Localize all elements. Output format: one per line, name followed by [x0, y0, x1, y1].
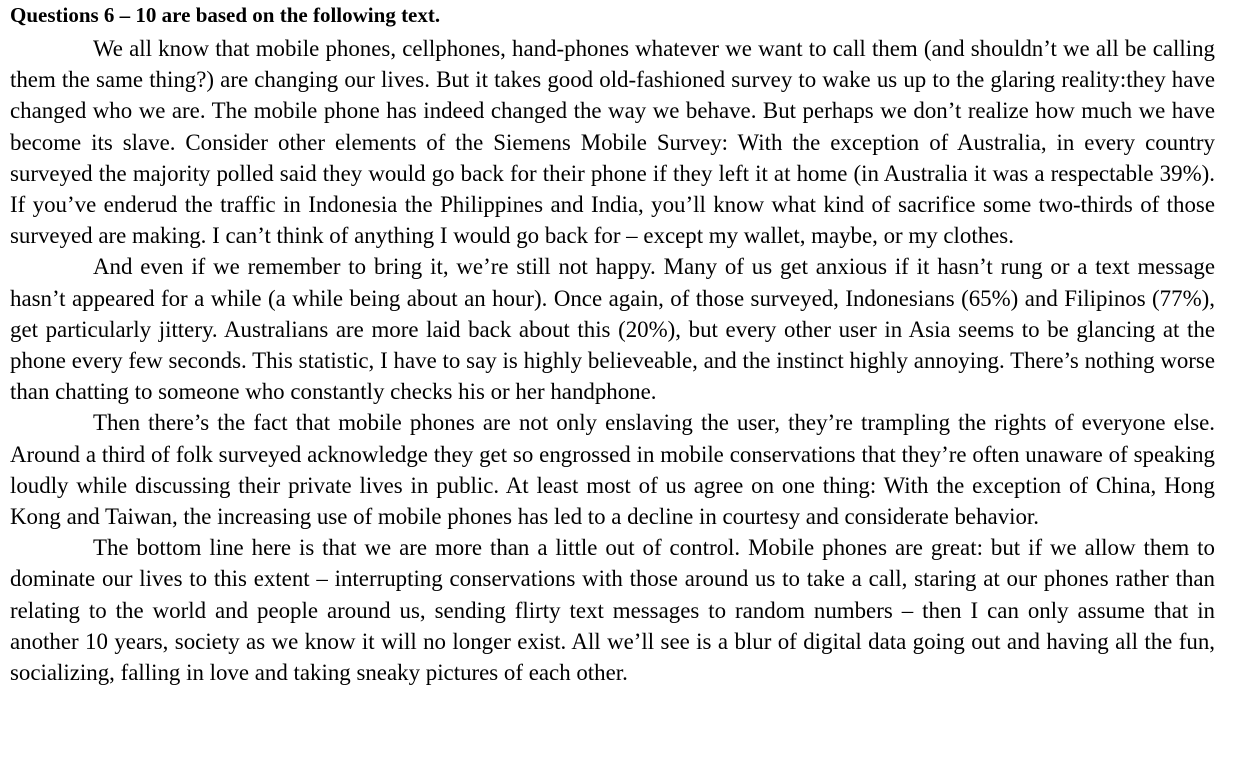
reading-passage — [10, 33, 1215, 688]
passage-paragraph-1: We all know that mobile phones, cellphones, hand-phones whatever we want to call them (and shouldn’t we all be calling them the same thing?) are changing our lives. But it takes good old-fashioned survey to wake us up to the glaring reality:they have changed who we are. The mobile phone has indeed changed the way we behave. But perhaps we don’t realize how much we have become its slave. Consider other elements of the Siemens Mobile Survey: With the exception of Australia, in every country surveyed the majority polled said they would go back for their phone if they left it at home (in Australia it was a respectable 39%). If you’ve enderud the traffic in Indonesia the Philippines and India, you’ll know what kind of sacrifice some two-thirds of those surveyed are making. I can’t think of anything I would go back for – except my wallet, maybe, or my clothes. — [10, 36, 1215, 249]
passage-paragraph-3: Then there’s the fact that mobile phones are not only enslaving the user, they’re trampling the rights of everyone else. Around a third of folk surveyed acknowledge they get so engrossed in mobile conservations that they’re often unaware of speaking loudly while discussing their private lives in public. At least most of us agree on one thing: With the exception of China, Hong Kong and Taiwan, the increasing use of mobile phones has led to a decline in courtesy and considerate behavior. — [10, 410, 1215, 530]
passage-paragraph-2: And even if we remember to bring it, we’re still not happy. Many of us get anxious if it hasn’t rung or a text message hasn’t appeared for a while (a while being about an hour). Once again, of those surveyed, Indonesians (65%) and Filipinos (77%), get particularly jittery. Australians are more laid back about this (20%), but every other user in Asia seems to be glancing at the phone every few seconds. This statistic, I have to say is highly believeable, and the instinct highly annoying. There’s nothing worse than chatting to someone who constantly checks his or her handphone. — [10, 254, 1215, 405]
passage-paragraph-4: The bottom line here is that we are more than a little out of control. Mobile phones are great: but if we allow them to dominate our lives to this extent – interrupting conservations with those around us to take a call, staring at our phones rather than relating to the world and people around us, sending flirty text messages to random numbers – then I can only assume that in another 10 years, society as we know it will no longer exist. All we’ll see is a blur of digital data going out and having all the fun, socializing, falling in love and taking sneaky pictures of each other. — [10, 535, 1215, 686]
document-page — [10, 0, 1215, 688]
questions-heading: Questions 6 – 10 are based on the following text. — [10, 3, 441, 27]
